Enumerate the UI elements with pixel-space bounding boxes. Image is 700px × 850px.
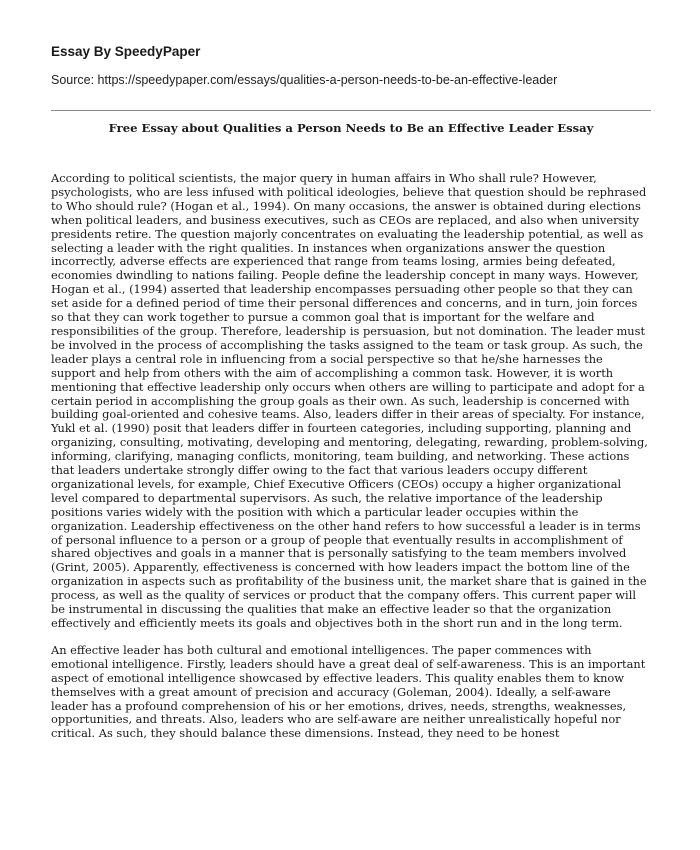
essay-body [51,172,651,754]
essay-title: Free Essay about Qualities a Person Needs to Be an Effective Leader Essay [108,121,594,135]
brand-heading: Essay By SpeedyPaper [51,44,201,59]
header-divider [51,110,651,111]
paragraph-2: An effective leader has both cultural and emotional intelligences. The paper commences with emotional intelligence. Firstly, leaders should have a great deal of self-awareness. This is an important aspect of emotional intelligence showcased by effective leaders. This quality enables them to know themselves with a great amount of precision and accuracy (Goleman, 2004). Ideally, a self-aware leader has a profound comprehension of his or her emotions, drives, needs, strengths, weaknesses, opportunities, and threats. Also, leaders who are self-aware are neither unrealistically hopeful nor critical. As such, they should balance these dimensions. Instead, they need to be honest [51,642,646,741]
paragraph-1: According to political scientists, the major query in human affairs in Who shall rule? However, psychologists, who are less infused with political ideologies, believe that question should be rephrased to Who should rule? (Hogan et al., 1994). On many occasions, the answer is obtained during elections when political leaders, and business executives, such as CEOs are replaced, and also when university presidents retire. The question majorly concentrates on evaluating the leadership potential, as well as selecting a leader with the right qualities. In instances when organizations answer the question incorrectly, adverse effects are experienced that range from teams losing, armies being defeated, economies dwindling to nations failing. People define the leadership concept in many ways. However, Hogan et al., (1994) asserted that leadership encompasses persuading other people so that they can set aside for a defined period of time their personal differences and concerns, and in turn, join forces so that they can work together to pursue a common goal that is important for the welfare and responsibilities of the group. Therefore, leadership is persuasion, but not domination. The leader must be involved in the process of accomplishing the tasks assigned to the team or task group. As such, the leader plays a central role in influencing from a social perspective so that he/she harnesses the support and help from others with the aim of accomplishing a common task. However, it is worth mentioning that effective leadership only occurs when others are willing to participate and adopt for a certain period in accomplishing the group goals as their own. As such, leadership is concerned with building goal-oriented and cohesive teams. Also, leaders differ in their areas of specialty. For instance, Yukl et al. (1990) posit that leaders differ in fourteen categories, including supporting, planning and organizing, consulting, motivating, developing and mentoring, delegating, rewarding, problem-solving, informing, clarifying, managing conflicts, monitoring, team building, and networking. These actions that leaders undertake strongly differ owing to the fact that various leaders occupy different organizational levels, for example, Chief Executive Officers (CEOs) occupy a higher organizational level compared to departmental supervisors. As such, the relative importance of the leadership positions varies widely with the position with which a particular leader occupies within the organization. Leadership effectiveness on the other hand refers to how successful a leader is in terms of personal influence to a person or a group of people that eventually results in accomplishment of shared objectives and goals in a manner that is personally satisfying to the team members involved (Grint, 2005). Apparently, effectiveness is concerned with how leaders impact the bottom line of the organization in aspects such as profitability of the business unit, the market share that is gained in the process, as well as the quality of services or product that the company offers. This current paper will be instrumental in discussing the qualities that make an effective leader so that the organization effectively and efficiently meets its goals and objectives both in the short run and in the long term. [51,171,648,630]
source-line: Source: https://speedypaper.com/essays/qualities-a-person-needs-to-be-an-effective-leader [51,73,558,87]
